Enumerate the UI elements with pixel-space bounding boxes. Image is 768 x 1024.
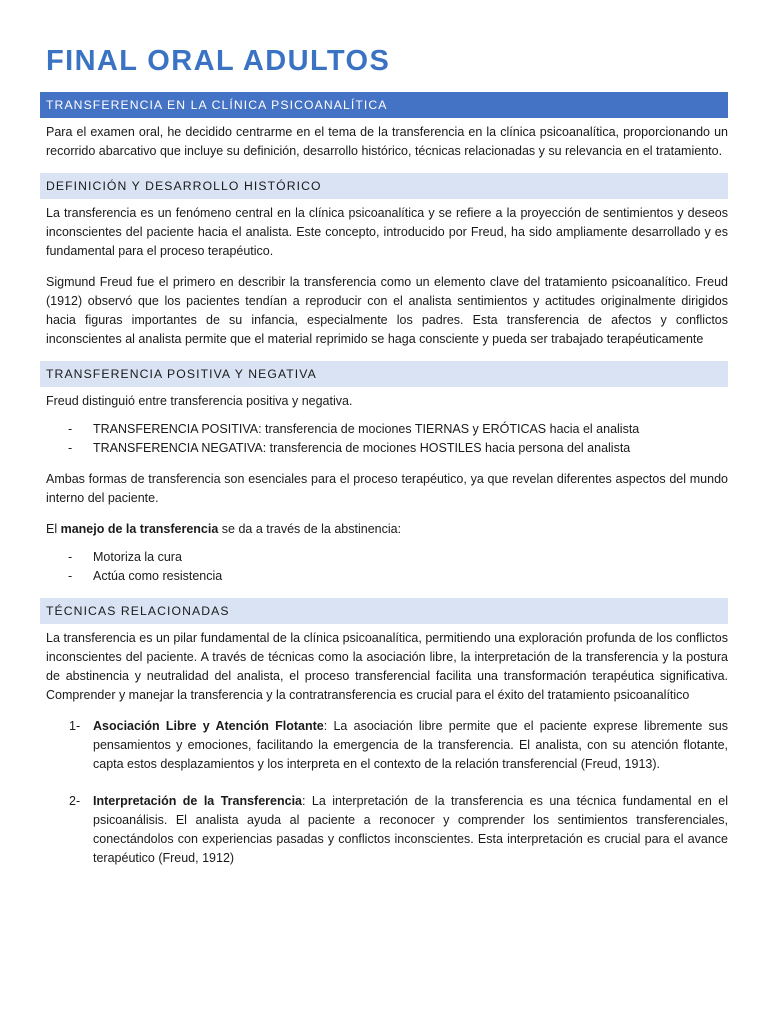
list-item-text: TRANSFERENCIA POSITIVA: transferencia de mociones TIERNAS y ERÓTICAS hacia el analista (93, 422, 640, 436)
item-number: 1- (69, 719, 81, 733)
section-heading-transferencia: TRANSFERENCIA EN LA CLÍNICA PSICOANALÍTICA (40, 92, 728, 118)
item-text: : La interpretación de la transferencia es una técnica fundamental en el psicoanálisis. El analista ayuda al paciente a reconocer y comprender los sentimientos transferenciales, conectándolos con experiencias pasadas y conflictos inconscientes. Esta interpretación es crucial para el avance terapéutico (Freud, 1912) (93, 794, 728, 865)
dash-bullet: - (68, 569, 73, 583)
list-item-text: Motoriza la cura (93, 550, 182, 564)
list-item (46, 420, 728, 439)
section-heading-definicion: DEFINICIÓN Y DESARROLLO HISTÓRICO (40, 173, 728, 199)
posneg-paragraph-2: Ambas formas de transferencia son esenciales para el proceso terapéutico, ya que revelan diferentes aspectos del mundo interno del paciente. (46, 472, 728, 505)
section-heading-positiva-negativa: TRANSFERENCIA POSITIVA Y NEGATIVA (40, 361, 728, 387)
dash-bullet: - (68, 441, 73, 455)
dash-bullet: - (68, 422, 73, 436)
techniques-numbered-list (46, 717, 728, 868)
numbered-item (46, 792, 728, 868)
item-title: Asociación Libre y Atención Flotante (93, 719, 324, 733)
list-item-text: Actúa como resistencia (93, 569, 223, 583)
list-item (46, 548, 728, 567)
item-title: Interpretación de la Transferencia (93, 794, 302, 808)
document-page (40, 44, 728, 886)
document-title: FINAL ORAL ADULTOS (46, 45, 391, 77)
list-item (46, 567, 728, 586)
numbered-item (46, 717, 728, 774)
text-run: se da a través de la abstinencia: (218, 522, 402, 536)
transference-types-list (46, 420, 728, 458)
text-run: El (46, 522, 61, 536)
bold-text-run: manejo de la transferencia (60, 522, 219, 536)
abstinence-list (46, 548, 728, 586)
list-item-text: TRANSFERENCIA NEGATIVA: transferencia de mociones HOSTILES hacia persona del analista (93, 441, 631, 455)
dash-bullet: - (68, 550, 73, 564)
intro-paragraph: Para el examen oral, he decidido centrarme en el tema de la transferencia en la clínica psicoanalítica, proporcionando un recorrido abarcativo que incluye su definición, desarrollo histórico, técnicas relacionadas y su relevancia en el tratamiento. (46, 125, 728, 158)
list-item (46, 439, 728, 458)
section-heading-tecnicas: TÉCNICAS RELACIONADAS (40, 598, 728, 624)
techniques-paragraph-1: La transferencia es un pilar fundamental de la clínica psicoanalítica, permitiendo una exploración profunda de los conflictos inconscientes del paciente. A través de técnicas como la asociación libre, la interpretación de la transferencia y la postura de abstinencia y neutralidad del analista, el proceso transferencial facilita una transformación terapéutica significativa. Comprender y manejar la transferencia y la contratransferencia es crucial para el éxito del tratamiento psicoanalítico (46, 631, 728, 702)
posneg-paragraph-3 (46, 520, 728, 539)
item-number: 2- (69, 794, 81, 808)
definition-paragraph-1: La transferencia es un fenómeno central en la clínica psicoanalítica y se refiere a la proyección de sentimientos y deseos inconscientes del paciente hacia el analista. Este concepto, introducido por Freud, ha sido ampliamente desarrollado y es fundamental para el proceso terapéutico. (46, 206, 728, 258)
posneg-paragraph-1: Freud distinguió entre transferencia positiva y negativa. (46, 394, 353, 408)
item-text: : La asociación libre permite que el paciente exprese libremente sus pensamientos y emociones, facilitando la emergencia de la transferencia. El analista, con su atención flotante, capta estos desplazamientos y los interpreta en el contexto de la relación transferencial (Freud, 1913). (93, 719, 728, 771)
definition-paragraph-2: Sigmund Freud fue el primero en describir la transferencia como un elemento clave del tratamiento psicoanalítico. Freud (1912) observó que los pacientes tendían a reproducir con el analista sentimientos y actitudes originalmente dirigidos hacia figuras importantes de su infancia, especialmente los padres. Esta transferencia de afectos y conflictos inconscientes al analista permite que el material reprimido se haga consciente y pueda ser trabajado terapéuticamente (46, 275, 728, 346)
